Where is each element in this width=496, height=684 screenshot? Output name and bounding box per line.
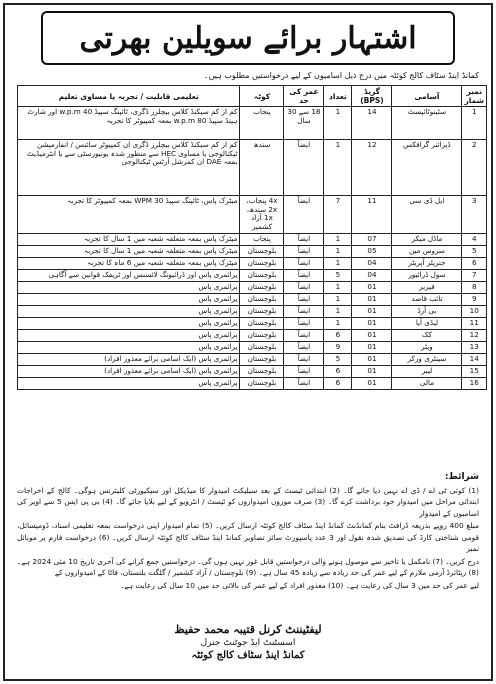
cell-post: کک bbox=[392, 330, 462, 342]
cell-age: ایضاً bbox=[284, 140, 324, 196]
table-row bbox=[18, 196, 487, 234]
cell-sno: 13 bbox=[462, 342, 487, 354]
cell-post: لیڈی آیا bbox=[392, 318, 462, 330]
cell-sno: 5 bbox=[462, 246, 487, 258]
table-row bbox=[18, 318, 487, 330]
cell-qualification: پرائمری پاس (ایک اسامی برائے معذور افراد) bbox=[18, 354, 240, 366]
table-row bbox=[18, 294, 487, 306]
cell-age: ایضاً bbox=[284, 378, 324, 390]
cell-post: سینٹری ورکر bbox=[392, 354, 462, 366]
table-row bbox=[18, 354, 487, 366]
cell-quota: بلوچستان bbox=[240, 378, 284, 390]
cell-bps: 01 bbox=[352, 294, 392, 306]
cell-age: 18 سے 30 سال bbox=[284, 107, 324, 140]
table-row bbox=[18, 282, 487, 294]
cell-age: ایضاً bbox=[284, 294, 324, 306]
cell-count: 7 bbox=[324, 196, 352, 234]
cell-post: ویٹر bbox=[392, 342, 462, 354]
condition-line: (1) کوئی ٹی اے / ڈی اے نہیں دیا جائے گا۔ (2) ابتدائی ٹیسٹ کے بعد سیلیکٹ امیدوار کا میڈیکل اور سیکیورٹی کلیئرنس ہوگی۔ کالج کے اخراجات ابتدائی مراحل میں امیدوار خود برداشت کرے گا۔ (3) صرف موزوں امیدواروں کو ٹیسٹ / انٹرویو کے لیے بلایا جائے گا۔ (4) بی پی ایس 5 سے اوپر کی اسامیوں کے امیدوار bbox=[17, 486, 480, 518]
cell-post: لیبر bbox=[392, 366, 462, 378]
cell-sno: 8 bbox=[462, 282, 487, 294]
cell-post: مالی bbox=[392, 378, 462, 390]
cell-post: ایل ڈی سی bbox=[392, 196, 462, 234]
cell-post: نائب قاصد bbox=[392, 294, 462, 306]
cell-age: ایضاً bbox=[284, 246, 324, 258]
cell-quota: پنجاب bbox=[240, 234, 284, 246]
cell-post: فیربر bbox=[392, 282, 462, 294]
cell-count: 1 bbox=[324, 258, 352, 270]
cell-quota: 4x پنجاب، 2x سندھ، 1x آزاد کشمیر bbox=[240, 196, 284, 234]
cell-count: 1 bbox=[324, 306, 352, 318]
cell-bps: 01 bbox=[352, 306, 392, 318]
cell-qualification: پرائمری پاس bbox=[18, 378, 240, 390]
cell-sno: 9 bbox=[462, 294, 487, 306]
condition-line: مبلغ 400 روپے بذریعہ ڈرافٹ بنام کمانڈنٹ کمانڈ اینڈ سٹاف کالج کوئٹہ ارسال کریں۔ (5) تمام امیدوار اپنی درخواست بمعہ تعلیمی اسناد، ڈومیسائل، قومی شناختی کارڈ کی تصدیق شدہ نقول اور 3 عدد پاسپورٹ سائز تصاویر کمانڈ اینڈ سٹاف کالج کوئٹہ ارسال کریں۔ (6) درخواست فارم پر موبائل نمبر bbox=[17, 521, 480, 554]
condition-line: درج کریں۔ (7) نامکمل یا تاخیر سے موصول ہونے والی درخواستیں قابل غور نہیں ہوں گی۔ درخواستیں جمع کرانے کی آخری تاریخ 10 مئی 2024 ہے۔ (8) ریٹائرڈ آرمی ملازم کے لیے عمر کی حد زیادہ سے زیادہ 45 سال ہے۔ (9) بلوچستان / آزاد کشمیر / گلگت بلتستان، فاٹا کے امیدواروں کے bbox=[17, 556, 479, 578]
table-row bbox=[18, 258, 487, 270]
cell-bps: 14 bbox=[352, 107, 392, 140]
cell-quota: بلوچستان bbox=[240, 366, 284, 378]
cell-count: 1 bbox=[324, 282, 352, 294]
cell-qualification: میٹرک پاس بمعہ متعلقہ شعبہ میں 6 ماہ کا تجربہ bbox=[18, 258, 240, 270]
header-qualification: تعلیمی قابلیت / تجربہ یا مساوی تعلیم bbox=[18, 86, 240, 107]
cell-qualification: پرائمری پاس bbox=[18, 282, 240, 294]
headline-title: اشتہار برائے سویلین بھرتی bbox=[79, 20, 417, 56]
signatory-organization: کمانڈ اینڈ سٹاف کالج کوئٹہ bbox=[191, 650, 305, 661]
cell-quota: بلوچستان bbox=[240, 246, 284, 258]
signatory-title: اسسٹنٹ ایڈ جوٹنٹ جنرل bbox=[200, 638, 296, 648]
cell-age: ایضاً bbox=[284, 330, 324, 342]
cell-qualification: میٹرک پاس، ٹائپنگ سپیڈ WPM 30 بمعہ کمپیوٹر کا تجربہ bbox=[18, 196, 240, 234]
cell-count: 5 bbox=[324, 354, 352, 366]
cell-age: ایضاً bbox=[284, 282, 324, 294]
cell-quota: بلوچستان bbox=[240, 354, 284, 366]
cell-sno: 11 bbox=[462, 318, 487, 330]
cell-post: سٹینوٹائپسٹ bbox=[392, 107, 462, 140]
header-sno: نمبر شمار bbox=[462, 86, 487, 107]
cell-sno: 2 bbox=[462, 140, 487, 196]
cell-quota: بلوچستان bbox=[240, 282, 284, 294]
conditions-title: شرائط: bbox=[444, 472, 479, 482]
table-row bbox=[18, 107, 487, 140]
table-row bbox=[18, 246, 487, 258]
cell-count: 1 bbox=[324, 318, 352, 330]
cell-count: 1 bbox=[324, 107, 352, 140]
cell-sno: 15 bbox=[462, 366, 487, 378]
cell-qualification: پرائمری پاس bbox=[18, 342, 240, 354]
cell-age: ایضاً bbox=[284, 318, 324, 330]
cell-post: ماڈل میکر bbox=[392, 234, 462, 246]
cell-sno: 7 bbox=[462, 270, 487, 282]
signatory-name: لیفٹیننٹ کرنل قتیبہ محمد حفیظ bbox=[174, 623, 322, 636]
cell-quota: بلوچستان bbox=[240, 342, 284, 354]
cell-bps: 11 bbox=[352, 196, 392, 234]
table-header-row bbox=[18, 86, 487, 107]
cell-qualification: میٹرک پاس بمعہ متعلقہ شعبہ میں 1 سال کا تجربہ bbox=[18, 234, 240, 246]
table-body bbox=[18, 107, 487, 390]
cell-sno: 4 bbox=[462, 234, 487, 246]
cell-sno: 14 bbox=[462, 354, 487, 366]
cell-bps: 01 bbox=[352, 342, 392, 354]
cell-sno: 12 bbox=[462, 330, 487, 342]
cell-count: 1 bbox=[324, 140, 352, 196]
posts-table bbox=[17, 85, 487, 390]
cell-bps: 01 bbox=[352, 378, 392, 390]
advertisement-page bbox=[3, 3, 493, 681]
cell-sno: 10 bbox=[462, 306, 487, 318]
cell-count: 1 bbox=[324, 234, 352, 246]
cell-qualification: میٹرک پاس بمعہ متعلقہ شعبہ میں 1 سال کا تجربہ bbox=[18, 246, 240, 258]
cell-post: بی آرڈ bbox=[392, 306, 462, 318]
cell-bps: 01 bbox=[352, 330, 392, 342]
table-row bbox=[18, 378, 487, 390]
cell-qualification: پرائمری پاس bbox=[18, 330, 240, 342]
cell-qualification: پرائمری پاس (ایک اسامی برائے معذور افراد) bbox=[18, 366, 240, 378]
cell-count: 6 bbox=[324, 378, 352, 390]
cell-sno: 1 bbox=[462, 107, 487, 140]
cell-quota: بلوچستان bbox=[240, 318, 284, 330]
cell-post: سول ڈرائیور bbox=[392, 270, 462, 282]
table-row bbox=[18, 342, 487, 354]
cell-qualification: پرائمری پاس اور ڈرائیونگ لائسنس اور ٹریفک قوانین سے آگاہی bbox=[18, 270, 240, 282]
cell-age: ایضاً bbox=[284, 366, 324, 378]
cell-post: ڈیزائنر گرافکس bbox=[392, 140, 462, 196]
header-quota: کوٹہ bbox=[240, 86, 284, 107]
cell-count: 5 bbox=[324, 270, 352, 282]
cell-age: ایضاً bbox=[284, 234, 324, 246]
cell-quota: بلوچستان bbox=[240, 294, 284, 306]
cell-qualification: پرائمری پاس bbox=[18, 306, 240, 318]
cell-age: ایضاً bbox=[284, 196, 324, 234]
table-row bbox=[18, 366, 487, 378]
intro-text: کمانڈ اینڈ سٹاف کالج کوئٹہ میں درج ذیل اسامیوں کے لیے درخواستیں مطلوب ہیں۔ bbox=[203, 71, 479, 80]
cell-qualification: کم از کم سیکنڈ کلاس بیچلرز ڈگری ان کمپیوٹر سائنس / انفارمیشن ٹیکنالوجی یا مساوی HEC سے منظور شدہ یونیورسٹی سے یا انٹرمیڈیٹ بمعہ DAE ان کمرشل آرٹس ٹیکنالوجی bbox=[18, 140, 240, 196]
header-bps: گریڈ (BPS) bbox=[352, 86, 392, 107]
table-row bbox=[18, 306, 487, 318]
cell-quota: بلوچستان bbox=[240, 270, 284, 282]
cell-sno: 6 bbox=[462, 258, 487, 270]
cell-quota: بلوچستان bbox=[240, 258, 284, 270]
cell-age: ایضاً bbox=[284, 270, 324, 282]
cell-qualification: کم از کم سیکنڈ کلاس بیچلرز ڈگری، ٹائپنگ سپیڈ w.p.m 40 اور شارٹ ہینڈ سپیڈ w.p.m 80 بمعہ کمپیوٹر کا تجربہ bbox=[18, 107, 240, 140]
cell-quota: بلوچستان bbox=[240, 330, 284, 342]
cell-post: سروس مین bbox=[392, 246, 462, 258]
header-post: آسامی bbox=[392, 86, 462, 107]
table-row bbox=[18, 140, 487, 196]
header-count: تعداد bbox=[324, 86, 352, 107]
cell-sno: 16 bbox=[462, 378, 487, 390]
condition-line: لیے عمر کی حد میں 3 سال کی رعایت ہے۔ (10) معذور افراد کے لیے عمر کی بالائی حد میں 10 سال کی رعایت ہے۔ bbox=[120, 580, 479, 590]
cell-post: جنریٹر آپریٹر bbox=[392, 258, 462, 270]
cell-age: ایضاً bbox=[284, 306, 324, 318]
table-row bbox=[18, 330, 487, 342]
cell-qualification: پرائمری پاس bbox=[18, 294, 240, 306]
cell-count: 6 bbox=[324, 330, 352, 342]
cell-age: ایضاً bbox=[284, 354, 324, 366]
cell-quota: سندھ bbox=[240, 140, 284, 196]
cell-quota: پنجاب bbox=[240, 107, 284, 140]
cell-count: 6 bbox=[324, 366, 352, 378]
conditions-text bbox=[17, 485, 479, 592]
cell-bps: 04 bbox=[352, 258, 392, 270]
cell-bps: 12 bbox=[352, 140, 392, 196]
table-row bbox=[18, 234, 487, 246]
cell-count: 1 bbox=[324, 246, 352, 258]
cell-bps: 04 bbox=[352, 270, 392, 282]
cell-qualification: پرائمری پاس bbox=[18, 318, 240, 330]
cell-bps: 01 bbox=[352, 282, 392, 294]
cell-bps: 01 bbox=[352, 366, 392, 378]
cell-quota: بلوچستان bbox=[240, 306, 284, 318]
cell-sno: 3 bbox=[462, 196, 487, 234]
cell-bps: 01 bbox=[352, 318, 392, 330]
cell-count: 9 bbox=[324, 342, 352, 354]
cell-age: ایضاً bbox=[284, 342, 324, 354]
cell-bps: 01 bbox=[352, 354, 392, 366]
table-row bbox=[18, 270, 487, 282]
cell-bps: 07 bbox=[352, 234, 392, 246]
cell-age: ایضاً bbox=[284, 258, 324, 270]
cell-count: 1 bbox=[324, 294, 352, 306]
signature-block bbox=[5, 623, 491, 661]
header-age: عمر کی حد bbox=[284, 86, 324, 107]
headline-box bbox=[41, 11, 455, 65]
cell-bps: 05 bbox=[352, 246, 392, 258]
